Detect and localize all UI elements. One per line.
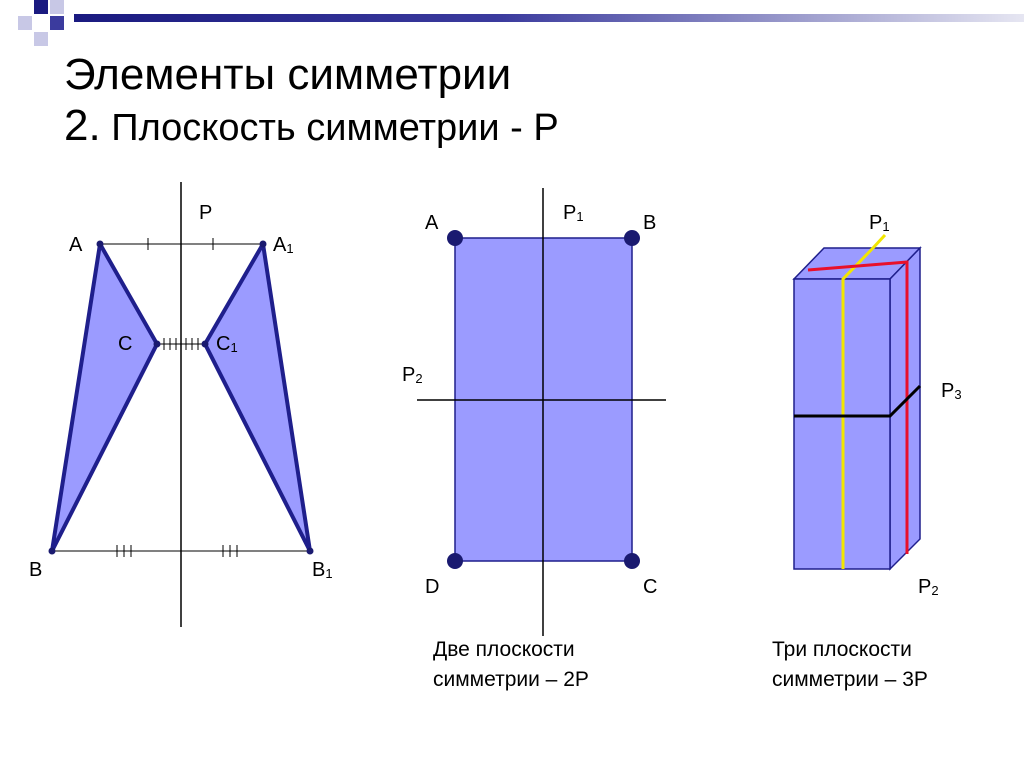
point-c1 [202, 341, 209, 348]
label-c1: С1 [216, 333, 238, 355]
plane-p-label: Р [199, 202, 213, 224]
label-a: А [425, 212, 439, 234]
point-a1 [260, 241, 267, 248]
triangle-a1b1c1 [205, 244, 310, 551]
title-line2-text: Плоскость симметрии - Р [111, 106, 559, 149]
label-c: С [643, 576, 658, 598]
plane-p2-label: Р2 [918, 576, 939, 598]
label-b: В [29, 559, 43, 581]
rectangle-figure [402, 188, 666, 636]
prism-side-face [890, 248, 920, 569]
prism-caption-line1: Три плоскости [772, 638, 912, 661]
prism-caption [772, 635, 928, 695]
point-b [624, 230, 640, 246]
plane-p3-label: Р3 [941, 380, 962, 402]
plane-p1-label: Р1 [563, 202, 584, 224]
point-d [447, 553, 463, 569]
label-d: D [425, 576, 440, 598]
title-line1: Элементы симметрии [64, 50, 512, 99]
plane-p2-label: Р2 [402, 364, 423, 386]
label-b1: В1 [312, 559, 333, 581]
point-c [154, 341, 161, 348]
point-a [97, 241, 104, 248]
label-c: С [118, 333, 133, 355]
label-a1: А1 [273, 234, 294, 256]
prism-figure [794, 212, 962, 598]
title-number: 2. [64, 100, 101, 150]
equal-segment-ticks [117, 238, 237, 557]
rectangle-caption [433, 635, 589, 695]
point-b [49, 548, 56, 555]
plane-p1-label: Р1 [869, 212, 890, 234]
label-a: А [69, 234, 83, 256]
prism-caption-line2: симметрии – 3Р [772, 668, 928, 691]
label-b: В [643, 212, 657, 234]
point-a [447, 230, 463, 246]
point-c [624, 553, 640, 569]
triangles-figure [29, 182, 333, 627]
point-b1 [307, 548, 314, 555]
triangle-abc [52, 244, 157, 551]
rectangle-caption-line2: симметрии – 2Р [433, 668, 589, 691]
rectangle-caption-line1: Две плоскости [433, 638, 575, 661]
